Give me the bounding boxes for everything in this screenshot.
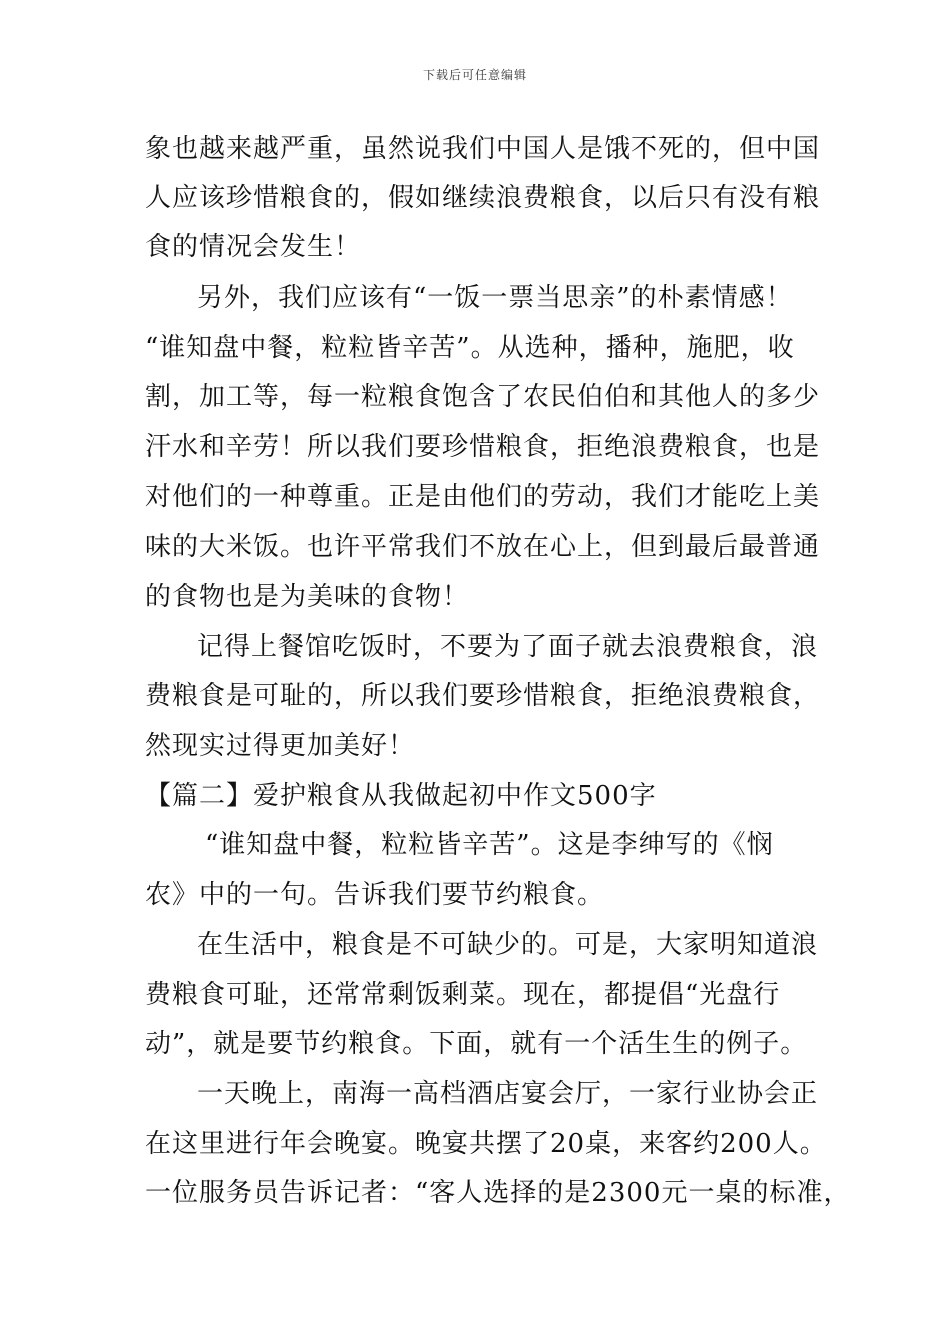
text-line: 味的大米饭。也许平常我们不放在心上，但到最后最普通 bbox=[145, 532, 821, 562]
section-heading: 【篇二】爱护粮食从我做起初中作文500字 bbox=[145, 781, 657, 811]
text-line: “谁知盘中餐，粒粒皆辛苦”。从选种，播种，施肥，收 bbox=[145, 333, 795, 363]
text-line: 割，加工等，每一粒粮食饱含了农民伯伯和其他人的多少 bbox=[145, 382, 821, 412]
paragraph-start-line: 记得上餐馆吃饭时，不要为了面子就去浪费粮食，浪 bbox=[197, 632, 819, 662]
text-line: 的食物也是为美味的食物！ bbox=[145, 582, 470, 612]
header-note: 下载后可任意编辑 bbox=[422, 68, 527, 82]
text-line: 然现实过得更加美好！ bbox=[145, 731, 416, 761]
text-line: 在这里进行年会晚宴。晚宴共摆了20桌，来客约200人。 bbox=[145, 1129, 827, 1159]
text-line: 一位服务员告诉记者：“客人选择的是2300元一桌的标准， bbox=[145, 1178, 851, 1208]
text-line: 对他们的一种尊重。正是由他们的劳动，我们才能吃上美 bbox=[145, 482, 821, 512]
text-line: 动”，就是要节约粮食。下面，就有一个活生生的例子。 bbox=[145, 1029, 808, 1059]
paragraph-start-line: 在生活中，粮食是不可缺少的。可是，大家明知道浪 bbox=[197, 930, 819, 960]
text-line: 农》中的一句。告诉我们要节约粮食。 bbox=[145, 880, 605, 910]
text-line: 汗水和辛劳！所以我们要珍惜粮食，拒绝浪费粮食，也是 bbox=[145, 432, 821, 462]
paragraph-start-line: 一天晚上，南海一高档酒店宴会厅，一家行业协会正 bbox=[197, 1079, 819, 1109]
text-line: 费粮食可耻，还常常剩饭剩菜。现在，都提倡“光盘行 bbox=[145, 980, 781, 1010]
text-line: 食的情况会发生！ bbox=[145, 232, 362, 262]
paragraph-start-line: 另外，我们应该有“一饭一票当思亲”的朴素情感！ bbox=[197, 283, 793, 313]
text-line: 费粮食是可耻的，所以我们要珍惜粮食，拒绝浪费粮食， bbox=[145, 681, 821, 711]
paragraph-start-line: “谁知盘中餐，粒粒皆辛苦”。这是李绅写的《悯 bbox=[205, 830, 774, 860]
text-line: 人应该珍惜粮食的，假如继续浪费粮食，以后只有没有粮 bbox=[145, 183, 821, 213]
text-line: 象也越来越严重，虽然说我们中国人是饿不死的，但中国 bbox=[145, 134, 821, 164]
